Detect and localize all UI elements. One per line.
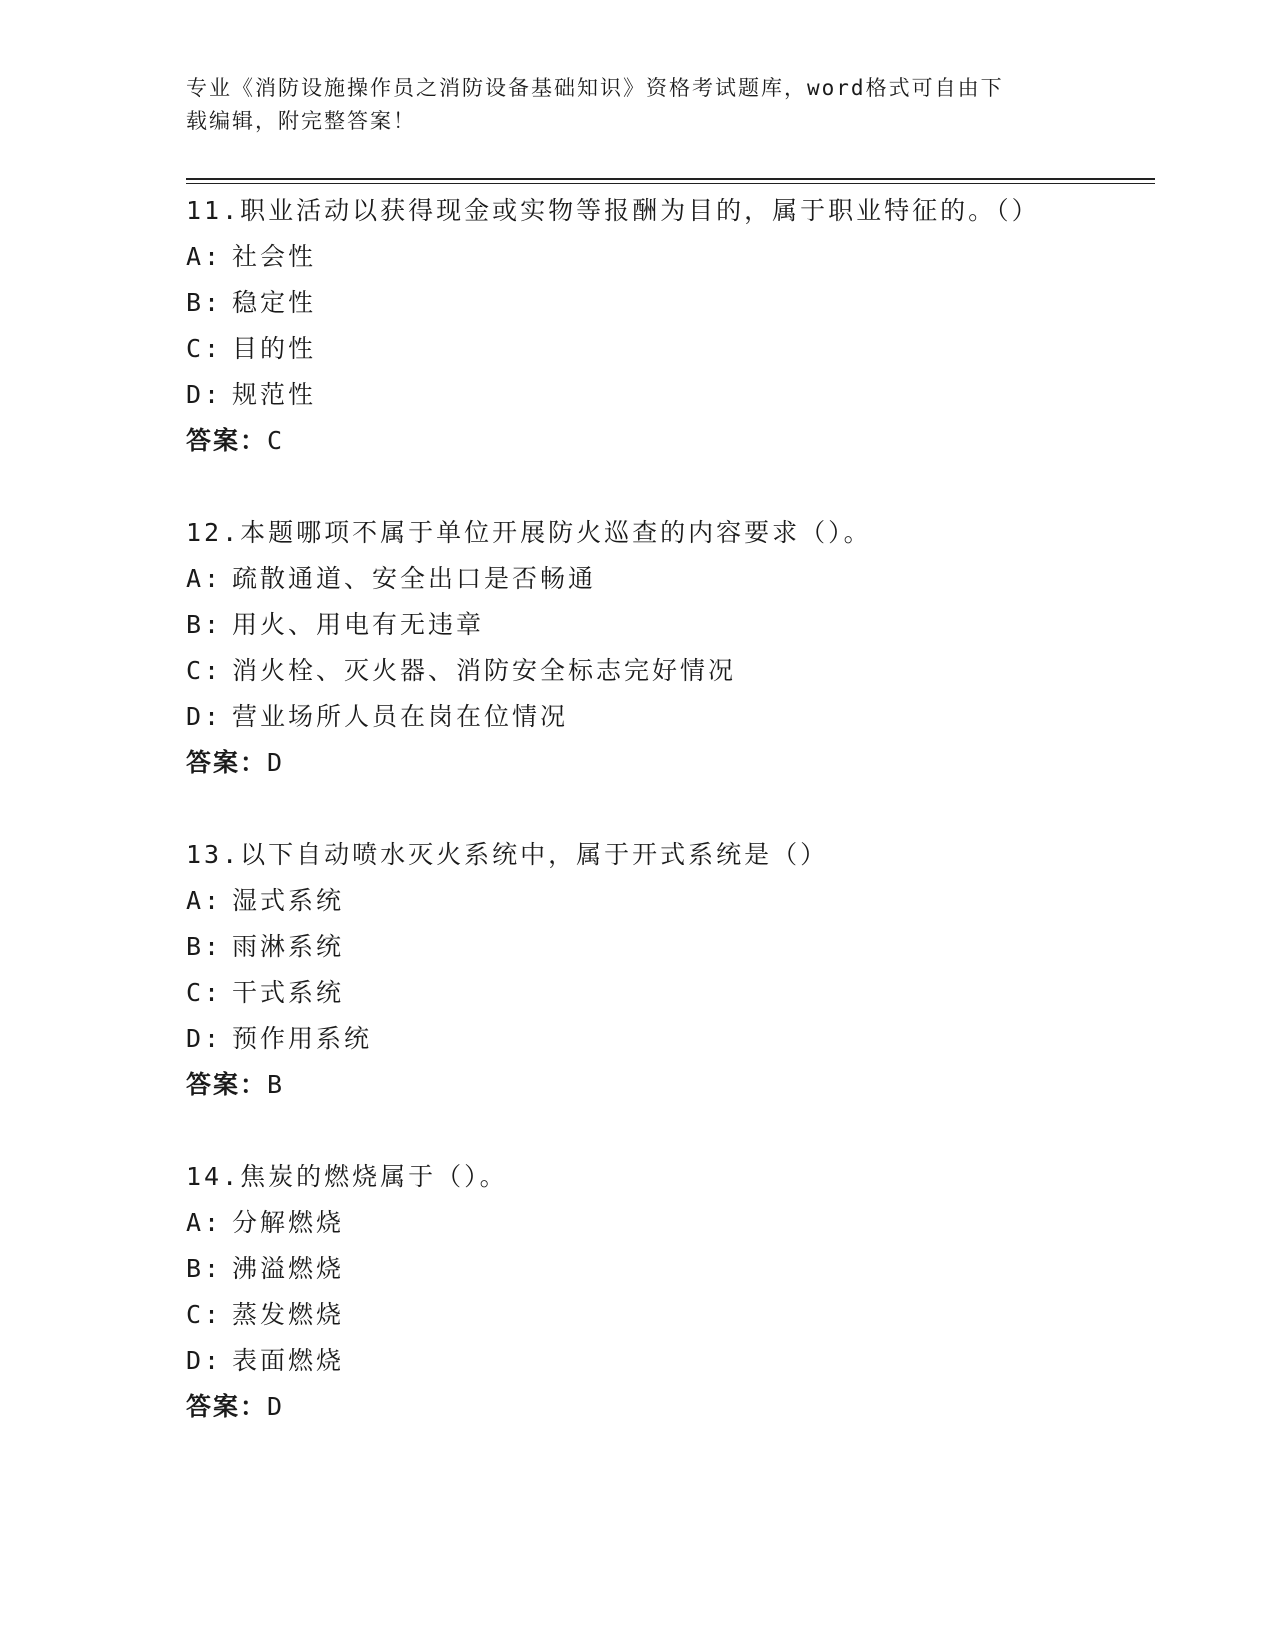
answer-label: 答案： (186, 1392, 268, 1421)
option-a (186, 878, 1136, 924)
answer-line (186, 418, 1136, 464)
option-b (186, 602, 1136, 648)
option-key: D: (186, 1346, 223, 1375)
option-b (186, 1246, 1136, 1292)
option-a (186, 556, 1136, 602)
answer-value: B (267, 1070, 286, 1099)
option-text: 分解燃烧 (232, 1208, 345, 1237)
option-text: 表面燃烧 (232, 1346, 345, 1375)
header-line-1: 专业《消防设施操作员之消防设备基础知识》资格考试题库，word格式可自由下 (186, 76, 1004, 100)
option-text: 规范性 (232, 380, 317, 409)
option-key: C: (186, 978, 223, 1007)
option-text: 湿式系统 (232, 886, 345, 915)
option-text: 营业场所人员在岗在位情况 (232, 702, 569, 731)
option-key: C: (186, 656, 223, 685)
option-d (186, 1338, 1136, 1384)
question-11 (186, 188, 1136, 464)
option-key: A: (186, 1208, 223, 1237)
option-a (186, 1200, 1136, 1246)
option-b (186, 280, 1136, 326)
header-line-2: 载编辑，附完整答案！ (186, 109, 416, 133)
question-stem: 14.焦炭的燃烧属于（）。 (186, 1162, 508, 1191)
answer-line (186, 1384, 1136, 1430)
option-key: C: (186, 1300, 223, 1329)
option-key: A: (186, 242, 223, 271)
answer-value: D (267, 1392, 286, 1421)
option-key: D: (186, 702, 223, 731)
option-text: 用火、用电有无违章 (232, 610, 485, 639)
option-key: C: (186, 334, 223, 363)
option-text: 蒸发燃烧 (232, 1300, 345, 1329)
answer-label: 答案： (186, 748, 268, 777)
option-c (186, 326, 1136, 372)
answer-value: D (267, 748, 286, 777)
question-14 (186, 1154, 1136, 1430)
option-key: D: (186, 380, 223, 409)
option-text: 沸溢燃烧 (232, 1254, 345, 1283)
question-stem: 12.本题哪项不属于单位开展防火巡查的内容要求（）。 (186, 518, 872, 547)
document-header (186, 72, 1086, 138)
question-stem: 13.以下自动喷水灭火系统中，属于开式系统是（） (186, 840, 829, 869)
option-key: B: (186, 932, 223, 961)
option-text: 干式系统 (232, 978, 345, 1007)
option-text: 消火栓、灭火器、消防安全标志完好情况 (232, 656, 737, 685)
answer-label: 答案： (186, 1070, 268, 1099)
answer-label: 答案： (186, 426, 268, 455)
option-b (186, 924, 1136, 970)
option-text: 社会性 (232, 242, 317, 271)
option-text: 稳定性 (232, 288, 317, 317)
option-d (186, 1016, 1136, 1062)
answer-value: C (267, 426, 286, 455)
header-divider-thin (186, 183, 1155, 184)
answer-line (186, 1062, 1136, 1108)
question-stem: 11.职业活动以获得现金或实物等报酬为目的，属于职业特征的。（） (186, 196, 1040, 225)
option-a (186, 234, 1136, 280)
option-text: 预作用系统 (232, 1024, 373, 1053)
option-text: 目的性 (232, 334, 317, 363)
question-12 (186, 510, 1136, 786)
option-key: B: (186, 610, 223, 639)
option-key: A: (186, 564, 223, 593)
option-key: B: (186, 288, 223, 317)
question-13 (186, 832, 1136, 1108)
header-divider-thick (186, 178, 1155, 180)
option-c (186, 648, 1136, 694)
option-key: B: (186, 1254, 223, 1283)
option-d (186, 372, 1136, 418)
option-d (186, 694, 1136, 740)
option-key: A: (186, 886, 223, 915)
option-c (186, 1292, 1136, 1338)
answer-line (186, 740, 1136, 786)
option-c (186, 970, 1136, 1016)
option-key: D: (186, 1024, 223, 1053)
option-text: 雨淋系统 (232, 932, 345, 961)
option-text: 疏散通道、安全出口是否畅通 (232, 564, 597, 593)
